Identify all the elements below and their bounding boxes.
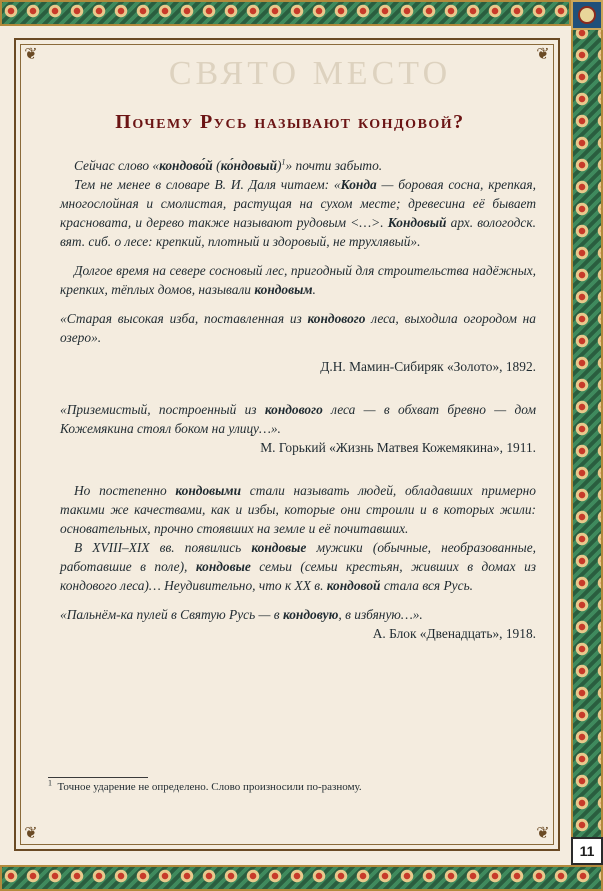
quote-gorky: «Приземистый, построенный из кондового леса — в обхват бревно — дом Кожемякина стоял боком на улицу…». bbox=[60, 402, 536, 436]
paragraph-people: Но постепенно кондовыми стали называть людей, обладавших примерно такими же качествами, как и избы, которые они строили и в которых жили: основательных, прочно стоявших на земле и её почитавших. bbox=[60, 483, 536, 536]
quote-source-gorky: М. Горький «Жизнь Матвея Кожемякина», 1911. bbox=[260, 440, 536, 455]
paragraph-dal: Тем не менее в словаре В. И. Даля читаем: «Конда — боровая сосна, крепкая, многослойная и смолистая, растущая на сухом месте; древесина её бывает красновата, и дерево также называют рудовым <…>. Кондовый арх. вологодск. вят. сиб. о лесе: крепкий, плотный и здоровый, не трухлявый». bbox=[60, 177, 537, 249]
article-body bbox=[60, 156, 536, 643]
paragraph-intro: Сейчас слово «кондово́й (ко́ндовый)$^1$» почти забыто. bbox=[74, 157, 383, 173]
quote-source-blok: А. Блок «Двенадцать», 1918. bbox=[372, 626, 536, 641]
paragraph-centuries: В XVIII–XIX вв. появились кондовые мужики (обычные, необразованные, работавшие в поле), кондовые семьи (семьи крестьян, живших в домах из кондового леса)… Неудивительно, что к XX в. кондовой стала вся Русь. bbox=[60, 540, 537, 593]
quote-source-mamin: Д.Н. Мамин-Сибиряк «Золото», 1892. bbox=[320, 359, 536, 374]
ornamental-border-right bbox=[571, 0, 603, 865]
corner-emblem-icon bbox=[571, 0, 603, 30]
frame-corner-ornament-icon: ❦ bbox=[536, 46, 550, 63]
footnote-divider bbox=[48, 777, 148, 778]
footnote-number: 1 bbox=[48, 778, 52, 788]
frame-corner-ornament-icon: ❦ bbox=[24, 825, 38, 842]
watermark-text: СВЯТО МЕСТО bbox=[168, 55, 452, 92]
frame-corner-ornament-icon: ❦ bbox=[536, 825, 550, 842]
page-title: Почему Русь называют кондовой? bbox=[115, 111, 465, 133]
ornamental-border-bottom bbox=[0, 865, 603, 891]
footnote-text: Точное ударение не определено. Слово произносили по-разному. bbox=[57, 781, 362, 793]
footnote bbox=[48, 778, 528, 793]
quote-mamin: «Старая высокая изба, поставленная из кондового леса, выходила огородом на озеро». bbox=[60, 311, 536, 345]
quote-blok: «Пальнём-ка пулей в Святую Русь — в кондовую, в избяную…». bbox=[60, 607, 423, 622]
ornamental-border-top bbox=[0, 0, 571, 26]
page-number: 11 bbox=[571, 837, 603, 865]
frame-corner-ornament-icon: ❦ bbox=[24, 46, 38, 63]
footnote-ref[interactable]: 1 bbox=[281, 157, 286, 167]
paragraph-north: Долгое время на севере сосновый лес, пригодный для строительства надёжных, крепких, тёплых домов, называли кондовым. bbox=[60, 263, 536, 297]
